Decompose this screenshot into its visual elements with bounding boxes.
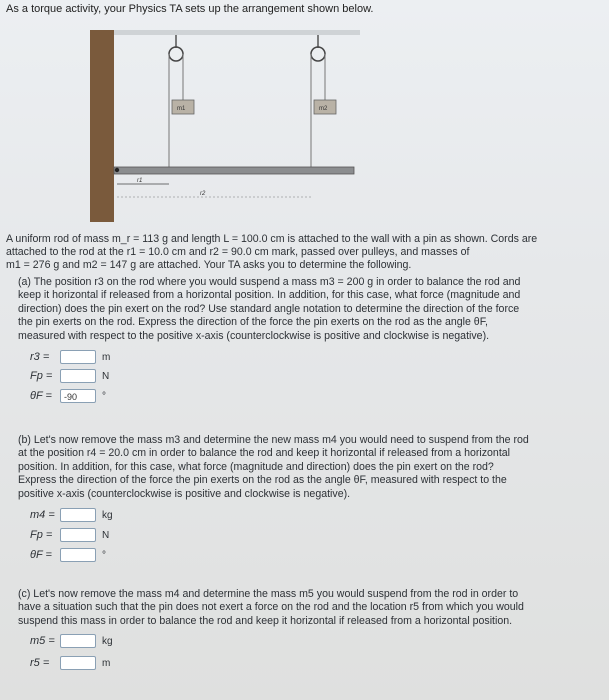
part-b-line-1: (b) Let's now remove the mass m3 and determine the new mass m4 you would need to suspend from the rod <box>18 434 529 446</box>
part-b-line-3: position. In addition, for this case, what force (magnitude and direction) does the pin exert on the rod? <box>18 460 494 473</box>
part-c-line-2: have a situation such that the pin does not exert a force on the rod and the location r5 from which you would <box>18 601 524 614</box>
wall <box>90 30 114 222</box>
rod <box>114 167 354 174</box>
theta-a-input[interactable]: -90 <box>60 389 96 403</box>
answer-row-fp-b <box>30 528 109 542</box>
part-b-line-4: Express the direction of the force the pin exerts on the rod as the angle θF, measured with respect to the <box>18 474 507 487</box>
part-a-line-2: keep it horizontal if released from a horizontal position. In addition, for this case, what force (magnitude and <box>18 289 521 302</box>
fp-a-input[interactable] <box>60 369 96 383</box>
answer-row-theta-a <box>30 389 106 403</box>
part-b-text <box>18 434 529 501</box>
part-a-line-1: (a) The position r3 on the rod where you would suspend a mass m3 = 200 g in order to balance the rod and <box>18 276 521 288</box>
fp-b-label: Fp = <box>30 529 53 541</box>
pin <box>115 168 119 172</box>
problem-statement <box>6 233 537 273</box>
part-a-line-3: direction) does the pin exert on the rod? Use standard angle notation to determine the direction of the force <box>18 302 520 315</box>
m5-input[interactable] <box>60 634 96 648</box>
part-a-line-5: measured with respect to the positive x-axis (counterclockwise is positive and clockwise is negative). <box>18 329 490 342</box>
r3-unit: m <box>102 351 111 363</box>
m4-input[interactable] <box>60 508 96 522</box>
r1-label: r1 <box>137 178 143 184</box>
r3-input[interactable] <box>60 350 96 364</box>
fp-a-label: Fp = <box>30 370 53 382</box>
part-c-text <box>18 588 524 628</box>
answer-row-r3 <box>30 350 110 364</box>
fp-b-unit: N <box>102 529 110 541</box>
part-a-line-4: the pin exerts on the rod. Express the direction of the force the pin exerts on the rod as the angle θF, <box>18 316 488 329</box>
rod-pulley-diagram <box>90 22 360 222</box>
theta-b-unit: ° <box>102 549 106 561</box>
problem-line-2: attached to the rod at the r1 = 10.0 cm and r2 = 90.0 cm mark, passed over pulleys, and masses of <box>6 246 470 259</box>
answer-row-m4 <box>30 508 113 522</box>
pulley1 <box>169 47 183 61</box>
pulley2 <box>311 47 325 61</box>
part-a-text <box>18 276 520 343</box>
mass2-label: m2 <box>319 106 328 112</box>
theta-a-label: θF = <box>30 390 52 402</box>
part-b-line-2: at the position r4 = 20.0 cm in order to balance the rod and keep it horizontal if released from a horizontal <box>18 447 511 460</box>
m5-unit: kg <box>102 635 113 647</box>
r5-unit: m <box>102 657 111 669</box>
r5-input[interactable] <box>60 656 96 670</box>
r5-label: r5 = <box>30 657 50 669</box>
part-b-line-5: positive x-axis (counterclockwise is positive and clockwise is negative). <box>18 487 351 500</box>
part-c-line-3: suspend this mass in order to balance the rod and keep it horizontal if released from a horizontal position. <box>18 614 513 627</box>
ceiling-beam <box>114 30 360 35</box>
theta-b-input[interactable] <box>60 548 96 562</box>
problem-line-1: A uniform rod of mass m_r = 113 g and length L = 100.0 cm is attached to the wall with a pin as shown. Cords are <box>6 233 538 245</box>
intro-text: As a torque activity, your Physics TA sets up the arrangement shown below. <box>6 3 374 15</box>
r2-label: r2 <box>200 191 206 197</box>
part-c-line-1: (c) Let's now remove the mass m4 and determine the mass m5 you would suspend from the rod in order to <box>18 588 519 600</box>
fp-a-unit: N <box>102 370 110 382</box>
m4-label: m4 = <box>30 509 55 521</box>
answer-row-r5 <box>30 656 110 670</box>
theta-a-unit: ° <box>102 390 106 402</box>
problem-line-3: m1 = 276 g and m2 = 147 g are attached. Your TA asks you to determine the following. <box>6 259 412 272</box>
answer-row-m5 <box>30 634 113 648</box>
fp-b-input[interactable] <box>60 528 96 542</box>
r3-label: r3 = <box>30 351 50 363</box>
m5-label: m5 = <box>30 635 55 647</box>
answer-row-theta-b <box>30 548 106 562</box>
m4-unit: kg <box>102 509 113 521</box>
theta-b-label: θF = <box>30 549 52 561</box>
mass1-label: m1 <box>177 106 186 112</box>
answer-row-fp-a <box>30 369 109 383</box>
